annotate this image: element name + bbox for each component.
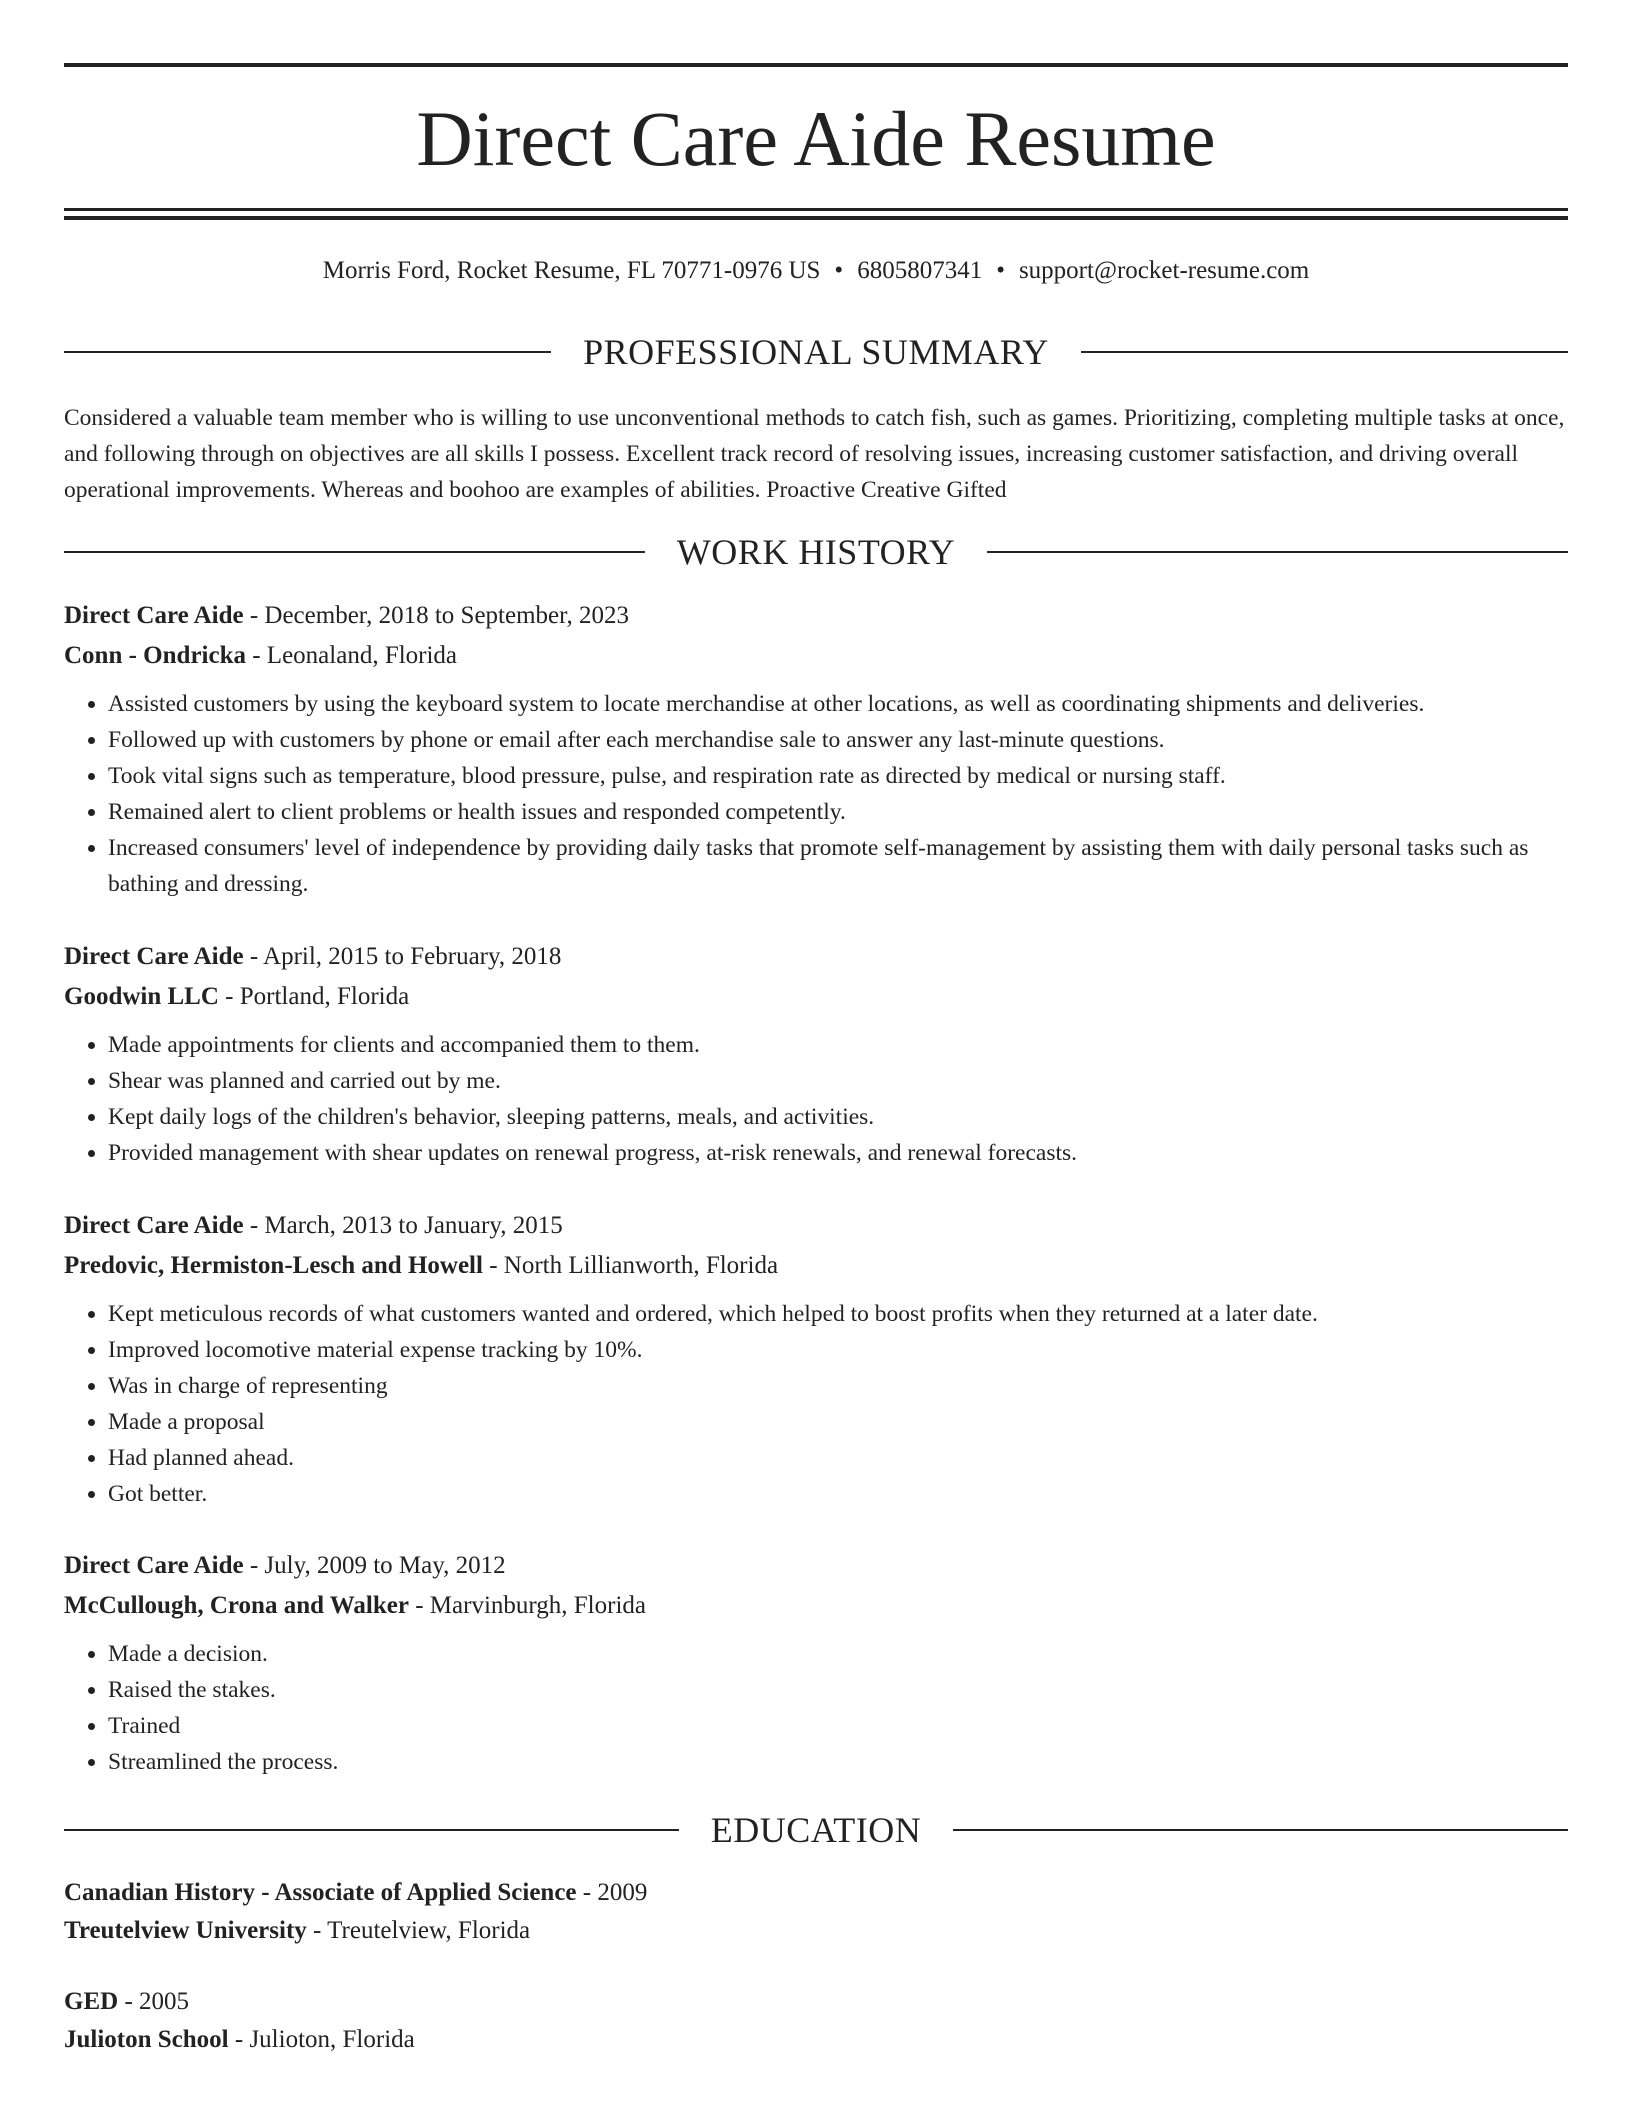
job-title: Direct Care Aide: [64, 1552, 244, 1579]
job-title: Direct Care Aide: [64, 943, 244, 970]
job-bullet: • Assisted customers by using the keyboard system to locate merchandise at other locations, as well as coordinating shipments and deliveries.: [108, 686, 1568, 722]
job-bullet: • Made a proposal: [108, 1404, 1568, 1440]
job-company: Goodwin LLC: [64, 983, 219, 1010]
job-bullet: • Took vital signs such as temperature, blood pressure, pulse, and respiration rate as directed by medical or nursing staff.: [108, 758, 1568, 794]
job-dates: - December, 2018 to September, 2023: [243, 602, 629, 629]
job-dates: - March, 2013 to January, 2015: [243, 1212, 563, 1239]
job-bullet: • Raised the stakes.: [108, 1672, 1568, 1708]
heading-rule: [987, 551, 1568, 553]
education-location: - Julioton, Florida: [228, 2026, 415, 2053]
education-year: - 2009: [576, 1879, 648, 1906]
education-school: Julioton School: [64, 2026, 229, 2053]
contact-email: support@rocket-resume.com: [1018, 257, 1310, 284]
job-bullet: • Got better.: [108, 1476, 1568, 1512]
job-dates: - July, 2009 to May, 2012: [243, 1552, 506, 1579]
job-bullets: [64, 1636, 1568, 1780]
job-location: - Marvinburgh, Florida: [408, 1592, 646, 1619]
job-company: McCullough, Crona and Walker: [64, 1592, 409, 1619]
job-bullet: • Had planned ahead.: [108, 1440, 1568, 1476]
heading-rule: [64, 551, 645, 553]
job-bullet: • Shear was planned and carried out by me.: [108, 1063, 1568, 1099]
job-bullets: [64, 686, 1568, 902]
heading-rule: [953, 1829, 1568, 1831]
heading-rule: [64, 351, 551, 353]
summary-heading: [64, 330, 1568, 374]
education-degree: GED: [64, 1988, 119, 2015]
job-bullet: • Followed up with customers by phone or email after each merchandise sale to answer any last-minute questions.: [108, 722, 1568, 758]
top-rule: [64, 63, 1568, 67]
job-title: Direct Care Aide: [64, 1212, 244, 1239]
job-bullets: [64, 1296, 1568, 1512]
education-heading: [64, 1808, 1568, 1852]
resume-title: Direct Care Aide Resume: [416, 95, 1216, 182]
job-bullet: • Streamlined the process.: [108, 1744, 1568, 1780]
heading-rule: [64, 1829, 679, 1831]
education-heading-label: EDUCATION: [710, 1810, 922, 1850]
job-bullet: • Made a decision.: [108, 1636, 1568, 1672]
job-entry: [64, 937, 1568, 1171]
job-location: - Leonaland, Florida: [245, 642, 458, 669]
education-location: - Treutelview, Florida: [306, 1917, 531, 1944]
title-rule-upper: [64, 208, 1568, 211]
job-location: - North Lillianworth, Florida: [482, 1252, 779, 1279]
job-bullet: • Made appointments for clients and accompanied them to them.: [108, 1027, 1568, 1063]
job-entry: [64, 596, 1568, 902]
job-company: Conn - Ondricka: [64, 642, 246, 669]
job-bullet: • Remained alert to client problems or health issues and responded competently.: [108, 794, 1568, 830]
summary-text: Considered a valuable team member who is willing to use unconventional methods to catch fish, such as games. Prioritizing, completing multiple tasks at once, and following through on objectives are all skills I possess. Excellent track record of resolving issues, increasing customer satisfaction, and driving overall operational improvements. Whereas and boohoo are examples of abilities. Proactive Creative Gifted: [64, 405, 1565, 503]
job-bullets: [64, 1027, 1568, 1171]
job-title: Direct Care Aide: [64, 602, 244, 629]
job-bullet: • Trained: [108, 1708, 1568, 1744]
job-bullet: • Kept meticulous records of what customers wanted and ordered, which helped to boost profits when they returned at a later date.: [108, 1296, 1568, 1332]
job-bullet: • Improved locomotive material expense tracking by 10%.: [108, 1332, 1568, 1368]
job-bullet: • Provided management with shear updates on renewal progress, at-risk renewals, and renewal forecasts.: [108, 1135, 1568, 1171]
contact-line: [64, 254, 1568, 288]
job-bullet: • Increased consumers' level of independence by providing daily tasks that promote self-management by assisting them with daily personal tasks such as bathing and dressing.: [108, 830, 1568, 902]
heading-rule: [1081, 351, 1568, 353]
education-degree: Canadian History - Associate of Applied Science: [64, 1879, 577, 1906]
education-school: Treutelview University: [64, 1917, 307, 1944]
title-rule-lower: [64, 216, 1568, 220]
education-year: - 2005: [118, 1988, 190, 2015]
job-dates: - April, 2015 to February, 2018: [243, 943, 562, 970]
work-heading-label: WORK HISTORY: [676, 532, 956, 572]
summary-heading-label: PROFESSIONAL SUMMARY: [583, 332, 1049, 372]
job-bullet: • Was in charge of representing: [108, 1368, 1568, 1404]
contact-address: Morris Ford, Rocket Resume, FL 70771-0976 US: [322, 257, 821, 284]
job-bullet: • Kept daily logs of the children's behavior, sleeping patterns, meals, and activities.: [108, 1099, 1568, 1135]
contact-separator: •: [996, 257, 1005, 284]
job-location: - Portland, Florida: [218, 983, 410, 1010]
job-company: Predovic, Hermiston-Lesch and Howell: [64, 1252, 483, 1279]
education-entry: [64, 1983, 1568, 2059]
contact-phone: 6805807341: [857, 257, 983, 284]
education-entry: [64, 1874, 1568, 1950]
job-entry: [64, 1546, 1568, 1780]
contact-separator: •: [834, 257, 844, 284]
job-entry: [64, 1206, 1568, 1512]
work-heading: [64, 530, 1568, 574]
